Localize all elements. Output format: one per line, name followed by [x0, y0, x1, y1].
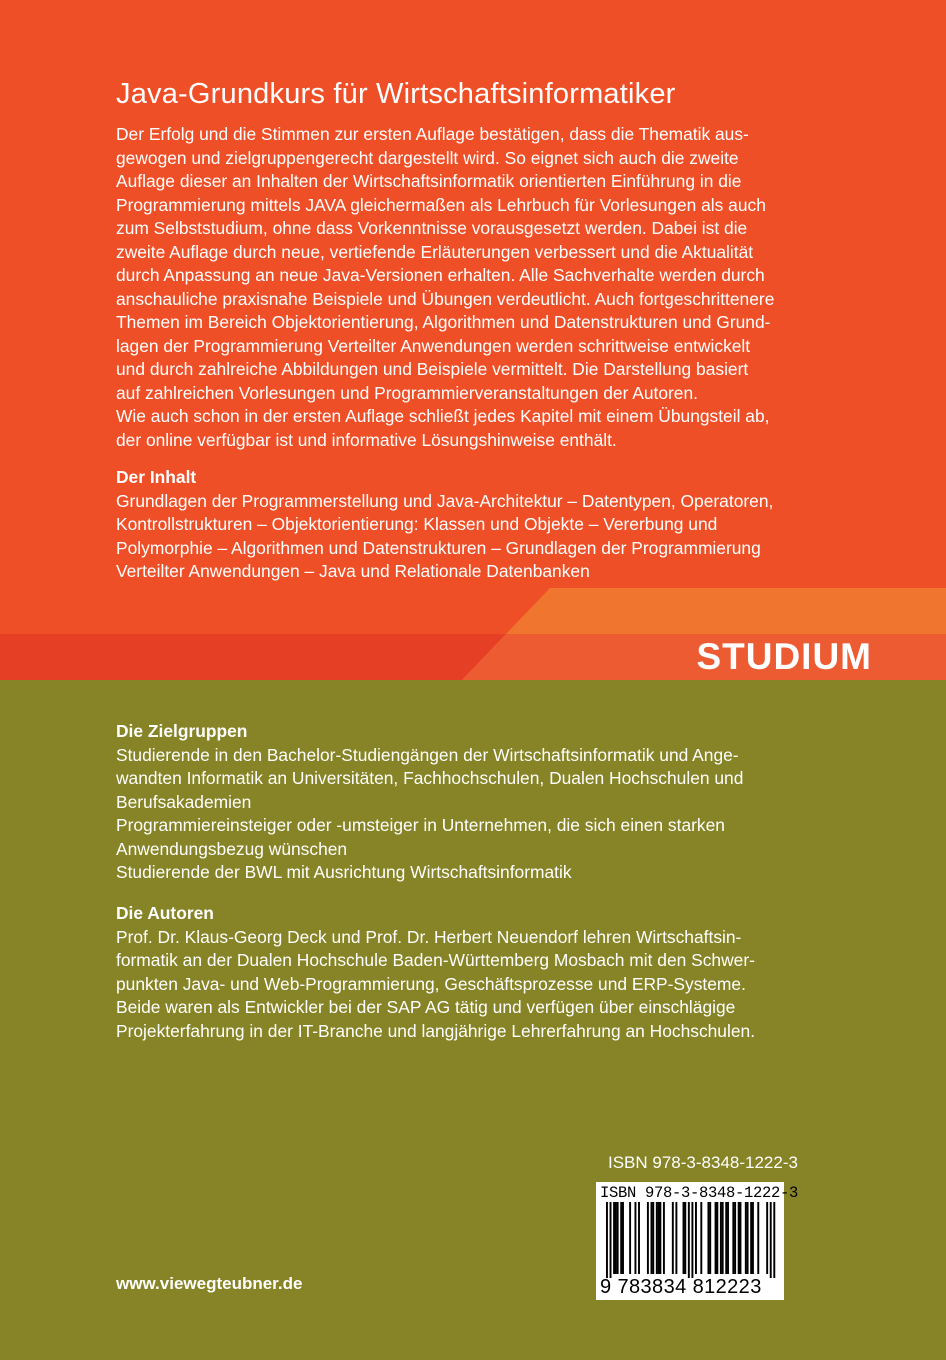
- zielgruppen-heading: Die Zielgruppen: [116, 721, 248, 741]
- barcode-bar: [722, 1202, 724, 1274]
- barcode-isbn-text: ISBN 978-3-8348-1222-3: [600, 1184, 799, 1202]
- intro-line: Der Erfolg und die Stimmen zur ersten Auflage bestätigen, dass die Thematik aus-: [116, 124, 749, 144]
- barcode-bar: [700, 1202, 702, 1274]
- barcode-bar: [675, 1202, 677, 1274]
- barcode-bar: [647, 1202, 649, 1274]
- zielgruppen-line: Anwendungsbezug wünschen: [116, 838, 348, 859]
- barcode-bar: [652, 1202, 654, 1274]
- barcode-bar: [622, 1202, 624, 1274]
- barcode-bar: [732, 1202, 734, 1274]
- barcode-bar: [656, 1202, 658, 1274]
- intro-line: der online verfügbar ist und informative Lösungshinweise enthält.: [116, 429, 617, 450]
- zielgruppen-line: Studierende in den Bachelor-Studiengängen der Wirtschaftsinformatik und Ange-: [116, 744, 739, 765]
- intro-line: gewogen und zielgruppengerecht dargestellt wird. So eignet sich auch die zweite: [116, 147, 739, 168]
- band-red-wedge: [0, 634, 506, 680]
- barcode-bar: [720, 1202, 722, 1274]
- publisher-url: www.viewegteubner.de: [116, 1274, 303, 1293]
- barcode-bar: [663, 1202, 665, 1274]
- inhalt-section: [116, 466, 773, 584]
- barcode-bar: [707, 1202, 709, 1274]
- inhalt-heading: Der Inhalt: [116, 467, 197, 487]
- barcode-bar: [684, 1202, 686, 1274]
- barcode-number: 9 783834 812223: [600, 1276, 762, 1298]
- intro-line: Programmierung mittels JAVA gleichermaßen als Lehrbuch für Vorlesungen als auch: [116, 194, 766, 215]
- intro-line: Themen im Bereich Objektorientierung, Algorithmen und Datenstrukturen und Grund-: [116, 312, 771, 332]
- barcode-bar: [659, 1202, 661, 1274]
- intro-line: auf zahlreichen Vorlesungen und Programmierveranstaltungen der Autoren.: [116, 382, 698, 403]
- inhalt-line: Kontrollstrukturen – Objektorientierung: Klassen und Objekte – Vererbung und: [116, 514, 718, 534]
- barcode-bar: [606, 1202, 608, 1278]
- zielgruppen-line: Programmiereinsteiger oder -umsteiger in Unternehmen, die sich einen starken: [116, 815, 725, 835]
- barcode-bar: [757, 1202, 759, 1274]
- barcode-bar: [658, 1202, 660, 1274]
- intro-line: und durch zahlreiche Abbildungen und Beispiele vermittelt. Die Darstellung basiert: [116, 359, 749, 379]
- barcode-bar: [610, 1202, 612, 1278]
- barcode-bar: [745, 1202, 747, 1274]
- isbn-barcode: [596, 1182, 799, 1300]
- band-top-wedge: [0, 588, 550, 634]
- isbn-label: ISBN 978-3-8348-1222-3: [608, 1153, 798, 1172]
- barcode-bar: [750, 1202, 752, 1274]
- barcode-bar: [617, 1202, 619, 1274]
- autoren-line: Prof. Dr. Klaus-Georg Deck und Prof. Dr. Herbert Neuendorf lehren Wirtschaftsin-: [116, 926, 742, 947]
- barcode-bar: [773, 1202, 775, 1278]
- zielgruppen-section: [116, 720, 743, 885]
- autoren-section: [116, 902, 755, 1043]
- barcode-bar: [688, 1202, 690, 1278]
- barcode-bar: [638, 1202, 640, 1274]
- barcode-bar: [620, 1202, 622, 1274]
- barcode-bar: [747, 1202, 749, 1274]
- autoren-line: formatik an der Dualen Hochschule Baden-Württemberg Mosbach mit den Schwer-: [116, 950, 755, 970]
- autoren-line: Beide waren als Entwickler bei der SAP AG tätig und verfügen über einschlägige: [116, 997, 736, 1017]
- inhalt-line: Polymorphie – Algorithmen und Datenstrukturen – Grundlagen der Programmierung: [116, 537, 761, 558]
- barcode-bar: [629, 1202, 631, 1274]
- barcode-bar: [683, 1202, 685, 1274]
- barcode-bar: [715, 1202, 717, 1274]
- barcode-bars: [596, 1202, 784, 1278]
- barcode-bar: [752, 1202, 754, 1274]
- barcode-bar: [695, 1202, 697, 1274]
- barcode-bar: [727, 1202, 729, 1274]
- inhalt-line: Verteilter Anwendungen – Java und Relationale Datenbanken: [116, 561, 590, 581]
- barcode-bar: [770, 1202, 772, 1278]
- autoren-heading: Die Autoren: [116, 903, 214, 923]
- barcode-bar: [734, 1202, 736, 1274]
- barcode-bar: [691, 1202, 693, 1278]
- intro-line: lagen der Programmierung Verteilter Anwendungen werden schrittweise entwickelt: [116, 335, 751, 356]
- autoren-line: punkten Java- und Web-Programmierung, Geschäftsprozesse und ERP-Systeme.: [116, 973, 746, 994]
- autoren-line: Projekterfahrung in der IT-Branche und langjährige Lehrerfahrung an Hochschulen.: [116, 1020, 756, 1041]
- zielgruppen-line: Berufsakademien: [116, 791, 252, 812]
- barcode-bar: [613, 1202, 615, 1274]
- intro-line: anschauliche praxisnahe Beispiele und Übungen verdeutlicht. Auch fortgeschrittenere: [116, 288, 775, 309]
- intro-line: zweite Auflage durch neue, vertiefende Erläuterungen verbessert und die Aktualität: [116, 241, 754, 262]
- studium-label: STUDIUM: [696, 636, 872, 677]
- barcode-bar: [634, 1202, 636, 1274]
- barcode-bar: [709, 1202, 711, 1274]
- intro-line: Auflage dieser an Inhalten der Wirtschaftsinformatik orientierten Einführung in die: [116, 171, 742, 191]
- barcode-bar: [738, 1202, 740, 1274]
- barcode-bar: [672, 1202, 674, 1274]
- barcode-bar: [615, 1202, 617, 1274]
- inhalt-line: Grundlagen der Programmerstellung und Java-Architektur – Datentypen, Operatoren,: [116, 490, 774, 511]
- barcode-bar: [740, 1202, 742, 1274]
- barcode-bar: [716, 1202, 718, 1274]
- book-title: Java-Grundkurs für Wirtschaftsinformatiker: [116, 78, 676, 110]
- zielgruppen-line: Studierende der BWL mit Ausrichtung Wirtschaftsinformatik: [116, 862, 572, 882]
- barcode-bar: [766, 1202, 768, 1274]
- intro-paragraph: [116, 123, 834, 452]
- intro-line: zum Selbststudium, ohne dass Vorkenntnisse vorausgesetzt werden. Dabei ist die: [116, 218, 748, 238]
- barcode-bar: [725, 1202, 727, 1274]
- intro-line: durch Anpassung an neue Java-Versionen erhalten. Alle Sachverhalte werden durch: [116, 265, 765, 285]
- zielgruppen-line: wandten Informatik an Universitäten, Fachhochschulen, Dualen Hochschulen und: [116, 768, 744, 788]
- intro-line: Wie auch schon in der ersten Auflage schließt jedes Kapitel mit einem Übungsteil ab,: [116, 406, 770, 426]
- barcode-bar: [651, 1202, 653, 1274]
